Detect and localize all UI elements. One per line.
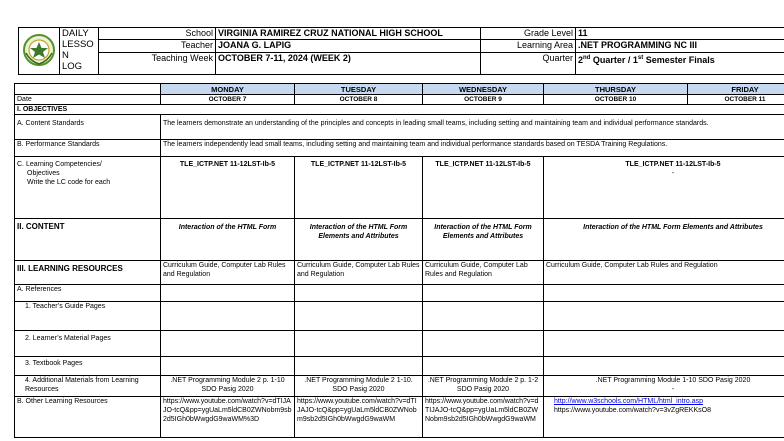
content-monday: Interaction of the HTML Form bbox=[161, 219, 295, 261]
learners-material-label: 2. Learner’s Material Pages bbox=[15, 331, 161, 357]
lm-thursday bbox=[544, 331, 784, 357]
day-header-friday: FRIDAY bbox=[688, 84, 784, 95]
date-label: Date bbox=[15, 95, 161, 105]
school-logo bbox=[19, 28, 60, 75]
learning-area-label: Learning Area bbox=[481, 40, 576, 52]
day-header-monday: MONDAY bbox=[161, 84, 295, 95]
school-seal-icon bbox=[22, 33, 56, 67]
textbook-tuesday bbox=[295, 357, 423, 376]
other-thursday bbox=[544, 397, 784, 438]
content-standards-value: The learners demonstrate an understanding of the principles and concepts in leading small teams, including setting and maintaining team and individual performance standards. bbox=[161, 115, 784, 140]
learning-area-value: .NET PROGRAMMING NC III bbox=[576, 40, 784, 52]
additional-tuesday: .NET Programming Module 2 1-10. SDO Pasig 2020 bbox=[295, 376, 423, 397]
day-header-thursday: THURSDAY bbox=[544, 84, 688, 95]
tg-wednesday bbox=[423, 302, 544, 331]
references-thursday bbox=[544, 285, 784, 302]
textbook-label: 3. Textbook Pages bbox=[15, 357, 161, 376]
other-monday[interactable]: https://www.youtube.com/watch?v=dTIJAJO-tcQ&pp=ygUaLm5ldCB0ZWNobm9sb2d5IGh0bWwgdG9waWM%3D bbox=[161, 397, 295, 438]
lc-code-monday: TLE_ICTP.NET 11-12LST-Ib-5 bbox=[161, 157, 295, 219]
references-tuesday bbox=[295, 285, 423, 302]
quarter-value: 2nd Quarter / 1st Semester Finals bbox=[576, 52, 784, 75]
resources-thursday: Curriculum Guide, Computer Lab Rules and Regulation bbox=[544, 261, 784, 285]
resources-monday: Curriculum Guide, Computer Lab Rules and Regulation bbox=[161, 261, 295, 285]
teacher-value: JOANA G. LAPIG bbox=[216, 40, 481, 52]
additional-wednesday: .NET Programming Module 2 p. 1-2 SDO Pasig 2020 bbox=[423, 376, 544, 397]
content-thursday: Interaction of the HTML Form Elements and Attributes bbox=[544, 219, 784, 261]
content-heading: II. CONTENT bbox=[15, 219, 161, 261]
tg-monday bbox=[161, 302, 295, 331]
references-monday bbox=[161, 285, 295, 302]
teacher-label: Teacher bbox=[99, 40, 216, 52]
other-tuesday[interactable]: https://www.youtube.com/watch?v=dTIJAJO-tcQ&pp=ygUaLm5ldCB0ZWNobm9sb2d5IGh0bWwgdG9waWM bbox=[295, 397, 423, 438]
w3schools-link[interactable]: http://www.w3schools.com/HTML/html_intro.asp bbox=[554, 398, 703, 405]
lc-code-tuesday: TLE_ICTP.NET 11-12LST-Ib-5 bbox=[295, 157, 423, 219]
lm-monday bbox=[161, 331, 295, 357]
lc-code-wednesday: TLE_ICTP.NET 11-12LST-Ib-5 bbox=[423, 157, 544, 219]
teaching-week-value: OCTOBER 7-11, 2024 (WEEK 2) bbox=[216, 52, 481, 75]
additional-monday: .NET Programming Module 2 p. 1-10 SDO Pasig 2020 bbox=[161, 376, 295, 397]
textbook-wednesday bbox=[423, 357, 544, 376]
dll-title: DAILY LESSO N LOG bbox=[60, 28, 99, 75]
day-header-wednesday: WEDNESDAY bbox=[423, 84, 544, 95]
lm-tuesday bbox=[295, 331, 423, 357]
grade-level-value: 11 bbox=[576, 28, 784, 40]
teachers-guide-label: 1. Teacher’s Guide Pages bbox=[15, 302, 161, 331]
youtube-link[interactable]: https://www.youtube.com/watch?v=3vZgREKKsO8 bbox=[554, 407, 711, 414]
references-label: A. References bbox=[15, 285, 161, 302]
learning-competencies-label: C. Learning Competencies/ Objectives Write the LC code for each bbox=[15, 157, 161, 219]
grade-level-label: Grade Level bbox=[481, 28, 576, 40]
date-friday: OCTOBER 11 bbox=[688, 95, 784, 105]
tg-thursday bbox=[544, 302, 784, 331]
additional-materials-label: 4. Additional Materials from Learning Resources bbox=[15, 376, 161, 397]
objectives-heading: I. OBJECTIVES bbox=[15, 105, 784, 115]
school-value: VIRGINIA RAMIREZ CRUZ NATIONAL HIGH SCHOOL bbox=[216, 28, 481, 40]
textbook-thursday bbox=[544, 357, 784, 376]
tg-tuesday bbox=[295, 302, 423, 331]
lc-code-thursday: TLE_ICTP.NET 11-12LST-Ib-5 - bbox=[544, 157, 784, 219]
lm-wednesday bbox=[423, 331, 544, 357]
date-tuesday: OCTOBER 8 bbox=[295, 95, 423, 105]
additional-thursday: .NET Programming Module 1-10 SDO Pasig 2020 - bbox=[544, 376, 784, 397]
content-standards-label: A. Content Standards bbox=[15, 115, 161, 140]
lesson-log-table bbox=[14, 83, 784, 438]
textbook-monday bbox=[161, 357, 295, 376]
resources-tuesday: Curriculum Guide, Computer Lab Rules and Regulation bbox=[295, 261, 423, 285]
resources-wednesday: Curriculum Guide, Computer Lab Rules and Regulation bbox=[423, 261, 544, 285]
performance-standards-value: The learners independently lead small teams, including setting and maintaining team and individual performance standards based on TESDA Training Regulations. bbox=[161, 140, 784, 157]
other-wednesday[interactable]: https://www.youtube.com/watch?v=dTIJAJO-tcQ&pp=ygUaLm5ldCB0ZWNobm9sb2d5IGh0bWwgdG9waWM bbox=[423, 397, 544, 438]
performance-standards-label: B. Performance Standards bbox=[15, 140, 161, 157]
other-resources-label: B. Other Learning Resources bbox=[15, 397, 161, 438]
header-table bbox=[18, 27, 784, 75]
quarter-label: Quarter bbox=[481, 52, 576, 75]
teaching-week-label: Teaching Week bbox=[99, 52, 216, 75]
content-tuesday: Interaction of the HTML Form Elements and Attributes bbox=[295, 219, 423, 261]
learning-resources-heading: III. LEARNING RESOURCES bbox=[15, 261, 161, 285]
corner-cell bbox=[15, 84, 161, 95]
day-header-tuesday: TUESDAY bbox=[295, 84, 423, 95]
references-wednesday bbox=[423, 285, 544, 302]
content-wednesday: Interaction of the HTML Form Elements and Attributes bbox=[423, 219, 544, 261]
date-wednesday: OCTOBER 9 bbox=[423, 95, 544, 105]
school-label: School bbox=[99, 28, 216, 40]
date-monday: OCTOBER 7 bbox=[161, 95, 295, 105]
date-thursday: OCTOBER 10 bbox=[544, 95, 688, 105]
